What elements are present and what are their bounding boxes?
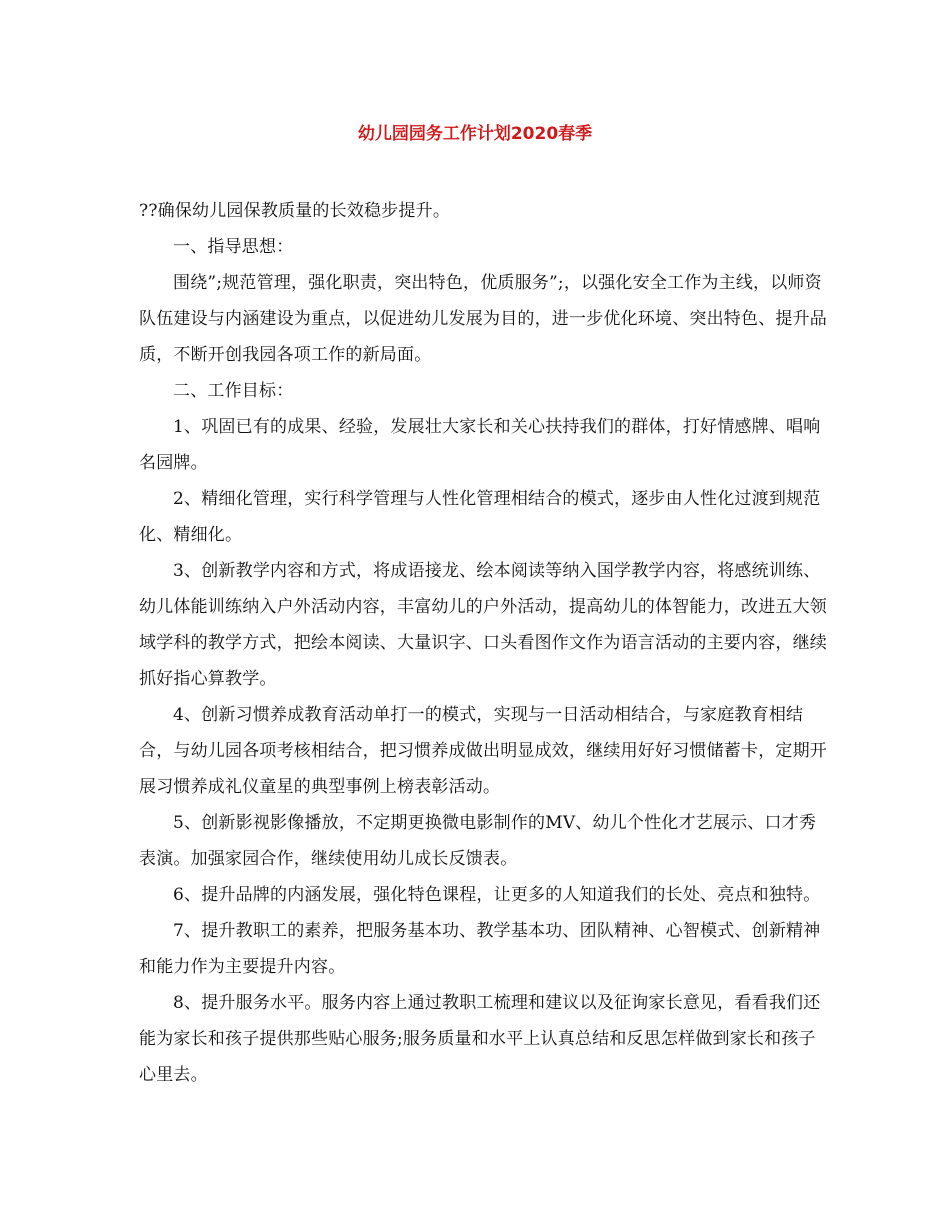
document-body xyxy=(139,193,829,1093)
goal-item-6: 6、提升品牌的内涵发展，强化特色课程，让更多的人知道我们的长处、亮点和独特。 xyxy=(173,885,821,905)
goal-item-1: 1、巩固已有的成果、经验，发展壮大家长和关心扶持我们的群体，打好情感牌、唱响名园牌。 xyxy=(139,417,821,473)
goal-item-2: 2、精细化管理，实行科学管理与人性化管理相结合的模式，逐步由人性化过渡到规范化、精细化。 xyxy=(139,489,821,545)
guiding-thought-paragraph: 围绕”;规范管理，强化职责，突出特色，优质服务”;，以强化安全工作为主线，以师资队伍建设与内涵建设为重点，以促进幼儿发展为目的，进一步优化环境、突出特色、提升品质，不断开创我园各项工作的新局面。 xyxy=(139,273,827,365)
section-heading-guiding-thought: 一、指导思想： xyxy=(173,237,294,257)
goal-item-8: 8、提升服务水平。服务内容上通过教职工梳理和建议以及征询家长意见，看看我们还能为家长和孩子提供那些贴心服务;服务质量和水平上认真总结和反思怎样做到家长和孩子心里去。 xyxy=(139,993,821,1085)
section-heading-work-goals: 二、工作目标： xyxy=(173,381,294,401)
intro-paragraph: ??确保幼儿园保教质量的长效稳步提升。 xyxy=(139,201,451,221)
goal-item-5: 5、创新影视影像播放，不定期更换微电影制作的MV、幼儿个性化才艺展示、口才秀表演。加强家园合作，继续使用幼儿成长反馈表。 xyxy=(139,813,817,869)
page-title: 幼儿园园务工作计划2020春季 xyxy=(357,124,593,144)
goal-item-4: 4、创新习惯养成教育活动单打一的模式，实现与一日活动相结合，与家庭教育相结合，与幼儿园各项考核相结合，把习惯养成做出明显成效，继续用好好习惯储蓄卡，定期开展习惯养成礼仪童星的典型事例上榜表彰活动。 xyxy=(139,705,827,797)
goal-item-3: 3、创新教学内容和方式，将成语接龙、绘本阅读等纳入国学教学内容，将感统训练、幼儿体能训练纳入户外活动内容，丰富幼儿的户外活动，提高幼儿的体智能力，改进五大领域学科的教学方式，把绘本阅读、大量识字、口头看图作文作为语言活动的主要内容，继续抓好指心算教学。 xyxy=(139,561,827,689)
goal-item-7: 7、提升教职工的素养，把服务基本功、教学基本功、团队精神、心智模式、创新精神和能力作为主要提升内容。 xyxy=(139,921,821,977)
